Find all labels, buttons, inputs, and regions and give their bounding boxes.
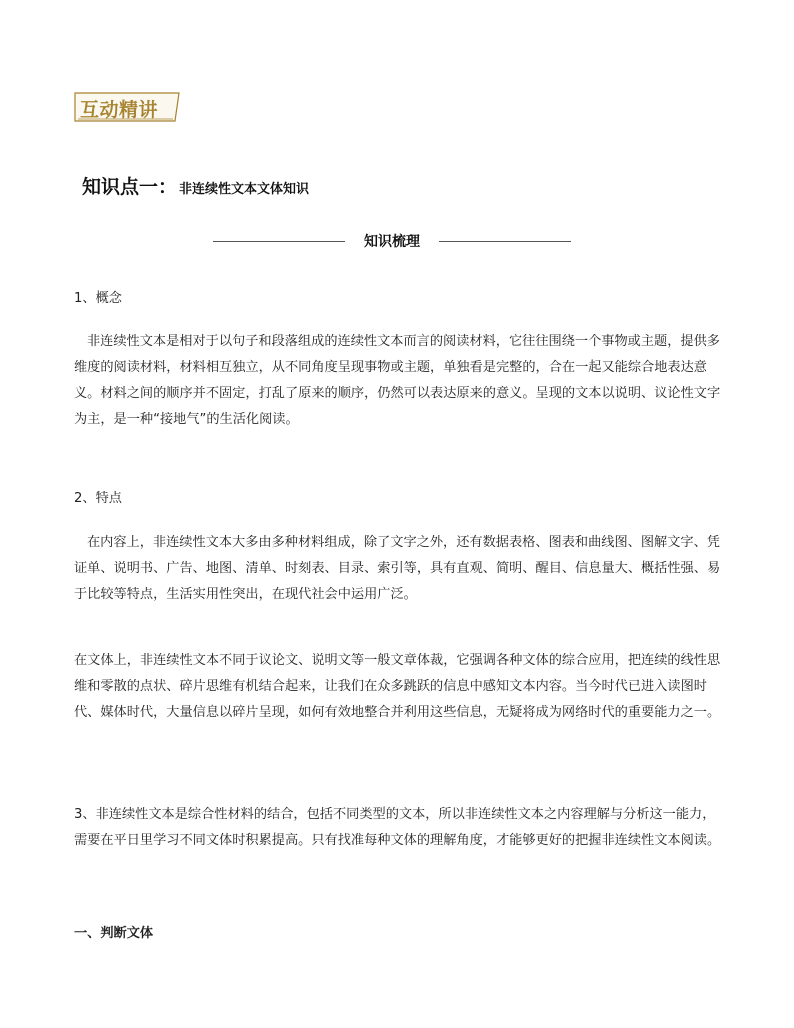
knowledge-point-label: 知识点一： <box>82 176 178 198</box>
features-heading: 2、特点 <box>74 491 122 506</box>
features-content-paragraph: 在内容上，非连续性文本大多由多种材料组成，除了文字之外，还有数据表格、图表和曲线图、图解文字、凭证单、说明书、广告、地图、清单、时刻表、目录、索引等，具有直观、简明、醒目、信息量大、概括性强、易于比较等特点，生活实用性突出，在现代社会中运用广泛。 <box>74 535 721 602</box>
judge-style-heading: 一、判断文体 <box>74 926 154 941</box>
banner-title: 互动精讲 <box>80 99 159 121</box>
concept-paragraph: 非连续性文本是相对于以句子和段落组成的连续性文本而言的阅读材料，它往往围绕一个事物或主题，提供多维度的阅读材料，材料相互独立，从不同角度呈现事物或主题，单独看是完整的，合在一起又能综合地表达意义。材料之间的顺序并不固定，打乱了原来的顺序，仍然可以表达原来的意义。呈现的文本以说明、议论性文字为主，是一种“接地气”的生活化阅读。 <box>74 334 721 427</box>
heading-rule-left <box>213 241 345 242</box>
knowledge-point-title <box>82 172 309 199</box>
concept-heading: 1、概念 <box>74 291 122 306</box>
point3-paragraph: 3、非连续性文本是综合性材料的结合，包括不同类型的文本，所以非连续性文本之内容理解与分析这一能力，需要在平日里学习不同文体时积累提高。只有找准每种文体的理解角度，才能够更好的把握非连续性文本阅读。 <box>74 807 721 848</box>
knowledge-point-subtitle: 非连续性文本文体知识 <box>179 182 310 197</box>
section-heading-label: 知识梳理 <box>364 234 420 250</box>
section-banner <box>74 92 180 122</box>
section-heading <box>213 230 573 252</box>
features-style-paragraph: 在文体上，非连续性文本不同于议论文、说明文等一般文章体裁，它强调各种文体的综合应用，把连续的线性思维和零散的点状、碎片思维有机结合起来，让我们在众多跳跃的信息中感知文本内容。当今时代已进入读图时代、媒体时代，大量信息以碎片呈现，如何有效地整合并利用这些信息，无疑将成为网络时代的重要能力之一。 <box>74 653 721 720</box>
heading-rule-right <box>439 241 571 242</box>
